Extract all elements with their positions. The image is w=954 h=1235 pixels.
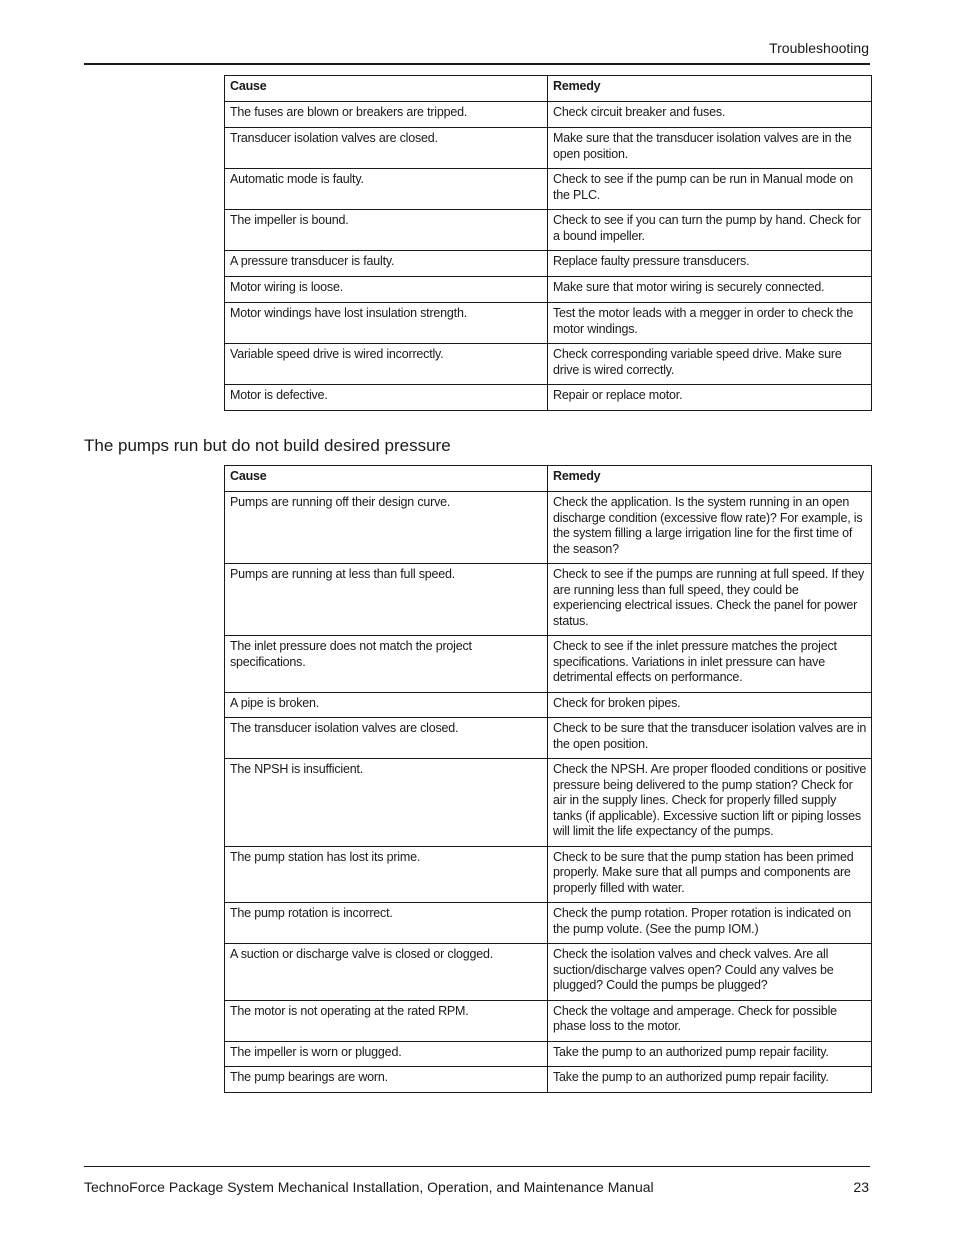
table-row bbox=[225, 846, 872, 903]
remedy-cell: Replace faulty pressure transducers. bbox=[548, 251, 872, 277]
column-header-remedy: Remedy bbox=[548, 76, 872, 102]
cause-cell: Transducer isolation valves are closed. bbox=[225, 128, 548, 169]
cause-cell: The pump station has lost its prime. bbox=[225, 846, 548, 903]
header-rule bbox=[84, 63, 870, 65]
table-header-row bbox=[225, 76, 872, 102]
remedy-cell: Check the isolation valves and check valves. Are all suction/discharge valves open? Could any valves be plugged? Could the pumps be plugged? bbox=[548, 944, 872, 1001]
footer-title: TechnoForce Package System Mechanical Installation, Operation, and Maintenance Manual bbox=[84, 1179, 654, 1195]
footer-rule bbox=[84, 1166, 870, 1167]
remedy-cell: Check for broken pipes. bbox=[548, 692, 872, 718]
table-row bbox=[225, 344, 872, 385]
cause-cell: The NPSH is insufficient. bbox=[225, 759, 548, 847]
table-row bbox=[225, 564, 872, 636]
table-row bbox=[225, 692, 872, 718]
page-number: 23 bbox=[853, 1179, 869, 1195]
table-row bbox=[225, 492, 872, 564]
cause-cell: Motor windings have lost insulation strength. bbox=[225, 303, 548, 344]
cause-cell: The inlet pressure does not match the project specifications. bbox=[225, 636, 548, 693]
remedy-cell: Check the voltage and amperage. Check for possible phase loss to the motor. bbox=[548, 1000, 872, 1041]
cause-cell: The impeller is bound. bbox=[225, 210, 548, 251]
column-header-remedy: Remedy bbox=[548, 466, 872, 492]
troubleshooting-table-1 bbox=[224, 75, 872, 411]
remedy-cell: Check to see if the pumps are running at full speed. If they are running less than full speed, they could be experiencing electrical issues. Check the panel for power status. bbox=[548, 564, 872, 636]
cause-cell: Motor is defective. bbox=[225, 385, 548, 411]
table-row bbox=[225, 636, 872, 693]
table-row bbox=[225, 277, 872, 303]
remedy-cell: Make sure that the transducer isolation valves are in the open position. bbox=[548, 128, 872, 169]
cause-cell: A suction or discharge valve is closed or clogged. bbox=[225, 944, 548, 1001]
table-row bbox=[225, 102, 872, 128]
table-row bbox=[225, 944, 872, 1001]
cause-cell: The motor is not operating at the rated RPM. bbox=[225, 1000, 548, 1041]
cause-cell: Variable speed drive is wired incorrectly. bbox=[225, 344, 548, 385]
remedy-cell: Take the pump to an authorized pump repair facility. bbox=[548, 1067, 872, 1093]
troubleshooting-table-2 bbox=[224, 465, 872, 1093]
cause-cell: The impeller is worn or plugged. bbox=[225, 1041, 548, 1067]
cause-cell: A pipe is broken. bbox=[225, 692, 548, 718]
table-row bbox=[225, 128, 872, 169]
remedy-cell: Check to see if you can turn the pump by hand. Check for a bound impeller. bbox=[548, 210, 872, 251]
remedy-cell: Make sure that motor wiring is securely connected. bbox=[548, 277, 872, 303]
table-row bbox=[225, 903, 872, 944]
column-header-cause: Cause bbox=[225, 76, 548, 102]
table-row bbox=[225, 169, 872, 210]
remedy-cell: Check to be sure that the pump station has been primed properly. Make sure that all pumps and components are properly filled with water. bbox=[548, 846, 872, 903]
remedy-cell: Take the pump to an authorized pump repair facility. bbox=[548, 1041, 872, 1067]
table-row bbox=[225, 759, 872, 847]
remedy-cell: Check corresponding variable speed drive. Make sure drive is wired correctly. bbox=[548, 344, 872, 385]
remedy-cell: Repair or replace motor. bbox=[548, 385, 872, 411]
cause-cell: The transducer isolation valves are closed. bbox=[225, 718, 548, 759]
remedy-cell: Check the application. Is the system running in an open discharge condition (excessive flow rate)? For example, is the system filling a large irrigation line for the first time of the season? bbox=[548, 492, 872, 564]
running-header: Troubleshooting bbox=[769, 40, 869, 56]
cause-cell: A pressure transducer is faulty. bbox=[225, 251, 548, 277]
remedy-cell: Test the motor leads with a megger in order to check the motor windings. bbox=[548, 303, 872, 344]
table-row bbox=[225, 303, 872, 344]
table-row bbox=[225, 1000, 872, 1041]
remedy-cell: Check the pump rotation. Proper rotation is indicated on the pump volute. (See the pump IOM.) bbox=[548, 903, 872, 944]
remedy-cell: Check the NPSH. Are proper flooded conditions or positive pressure being delivered to the pump station? Check for air in the supply lines. Check for properly filled supply tanks (if applicable). Excessive suction lift or piping losses will limit the life expectancy of the pumps. bbox=[548, 759, 872, 847]
table-header-row bbox=[225, 466, 872, 492]
remedy-cell: Check to see if the pump can be run in Manual mode on the PLC. bbox=[548, 169, 872, 210]
table-row bbox=[225, 251, 872, 277]
remedy-cell: Check to be sure that the transducer isolation valves are in the open position. bbox=[548, 718, 872, 759]
table-row bbox=[225, 1067, 872, 1093]
table-row bbox=[225, 210, 872, 251]
remedy-cell: Check circuit breaker and fuses. bbox=[548, 102, 872, 128]
section-heading: The pumps run but do not build desired pressure bbox=[84, 436, 451, 455]
table-row bbox=[225, 385, 872, 411]
cause-cell: The pump rotation is incorrect. bbox=[225, 903, 548, 944]
table-row bbox=[225, 718, 872, 759]
cause-cell: The pump bearings are worn. bbox=[225, 1067, 548, 1093]
table-row bbox=[225, 1041, 872, 1067]
column-header-cause: Cause bbox=[225, 466, 548, 492]
remedy-cell: Check to see if the inlet pressure matches the project specifications. Variations in inlet pressure can have detrimental effects on performance. bbox=[548, 636, 872, 693]
cause-cell: The fuses are blown or breakers are tripped. bbox=[225, 102, 548, 128]
cause-cell: Automatic mode is faulty. bbox=[225, 169, 548, 210]
cause-cell: Motor wiring is loose. bbox=[225, 277, 548, 303]
cause-cell: Pumps are running at less than full speed. bbox=[225, 564, 548, 636]
cause-cell: Pumps are running off their design curve. bbox=[225, 492, 548, 564]
